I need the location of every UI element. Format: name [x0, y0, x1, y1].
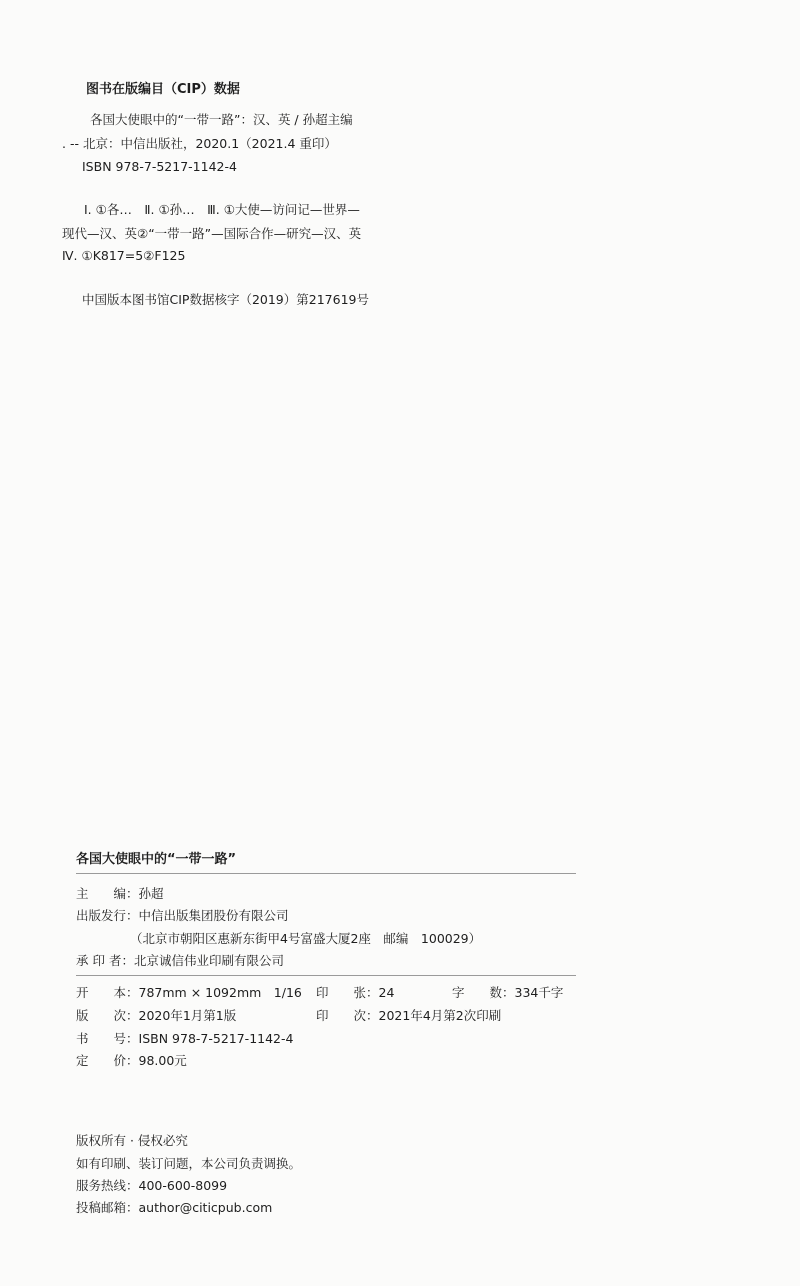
cip-catalog-number: 中国版本图书馆CIP数据核字（2019）第217619号	[82, 292, 369, 307]
isbn-row	[76, 1029, 293, 1047]
edition-row	[76, 1006, 236, 1024]
details-divider	[76, 975, 576, 976]
printer-row	[76, 951, 284, 969]
publisher-row	[76, 906, 289, 924]
words-row	[452, 983, 563, 1001]
hotline-value: 400-600-8099	[138, 1178, 228, 1193]
cip-title-line: 各国大使眼中的“一带一路”：汉、英 / 孙超主编	[90, 112, 353, 127]
cip-classification-line-2: 现代—汉、英②“一带一路”—国际合作—研究—汉、英	[62, 226, 362, 241]
format-value: 787mm × 1092mm 1/16	[138, 985, 302, 1000]
isbn-value: ISBN 978-7-5217-1142-4	[138, 1031, 294, 1046]
edition-label: 版 次：	[76, 1008, 139, 1023]
price-value: 98.00元	[138, 1053, 187, 1068]
copyright-notice: 版权所有 · 侵权必究	[76, 1133, 188, 1148]
editor-label: 主 编：	[76, 886, 139, 901]
publisher-label: 出版发行：	[76, 908, 139, 923]
words-label: 字 数：	[452, 985, 515, 1000]
cip-classification-line-3: Ⅳ. ①K817=5②F125	[62, 248, 186, 263]
format-label: 开 本：	[76, 985, 139, 1000]
email-value: author@citicpub.com	[138, 1200, 273, 1215]
book-title: 各国大使眼中的“一带一路”	[76, 852, 237, 867]
printer-value: 北京诚信伟业印刷有限公司	[133, 953, 284, 968]
email-label: 投稿邮箱：	[76, 1200, 139, 1215]
title-divider	[76, 873, 576, 874]
cip-heading: 图书在版编目（CIP）数据	[86, 82, 240, 97]
editor-row	[76, 884, 164, 902]
publisher-address: （北京市朝阳区惠新东街甲4号富盛大厦2座 邮编 100029）	[130, 931, 482, 946]
email-row	[76, 1198, 272, 1216]
words-value: 334千字	[514, 985, 564, 1000]
printing-row	[316, 1006, 501, 1024]
edition-value: 2020年1月第1版	[138, 1008, 237, 1023]
printing-value: 2021年4月第2次印刷	[378, 1008, 502, 1023]
cip-classification-line-1: Ⅰ. ①各… Ⅱ. ①孙… Ⅲ. ①大使—访问记—世界—	[84, 202, 360, 217]
price-row	[76, 1051, 187, 1069]
quality-notice: 如有印刷、装订问题，本公司负责调换。	[76, 1156, 302, 1171]
hotline-label: 服务热线：	[76, 1178, 139, 1193]
price-label: 定 价：	[76, 1053, 139, 1068]
sheets-row	[316, 983, 394, 1001]
printer-label: 承 印 者：	[76, 953, 134, 968]
sheets-value: 24	[378, 985, 395, 1000]
cip-publisher-line: . -- 北京：中信出版社，2020.1（2021.4 重印）	[62, 136, 337, 151]
publisher-value: 中信出版集团股份有限公司	[138, 908, 289, 923]
sheets-label: 印 张：	[316, 985, 379, 1000]
printing-label: 印 次：	[316, 1008, 379, 1023]
isbn-label: 书 号：	[76, 1031, 139, 1046]
hotline-row	[76, 1176, 227, 1194]
editor-value: 孙超	[138, 886, 164, 901]
format-row	[76, 983, 302, 1001]
cip-isbn-line: ISBN 978-7-5217-1142-4	[82, 159, 237, 174]
